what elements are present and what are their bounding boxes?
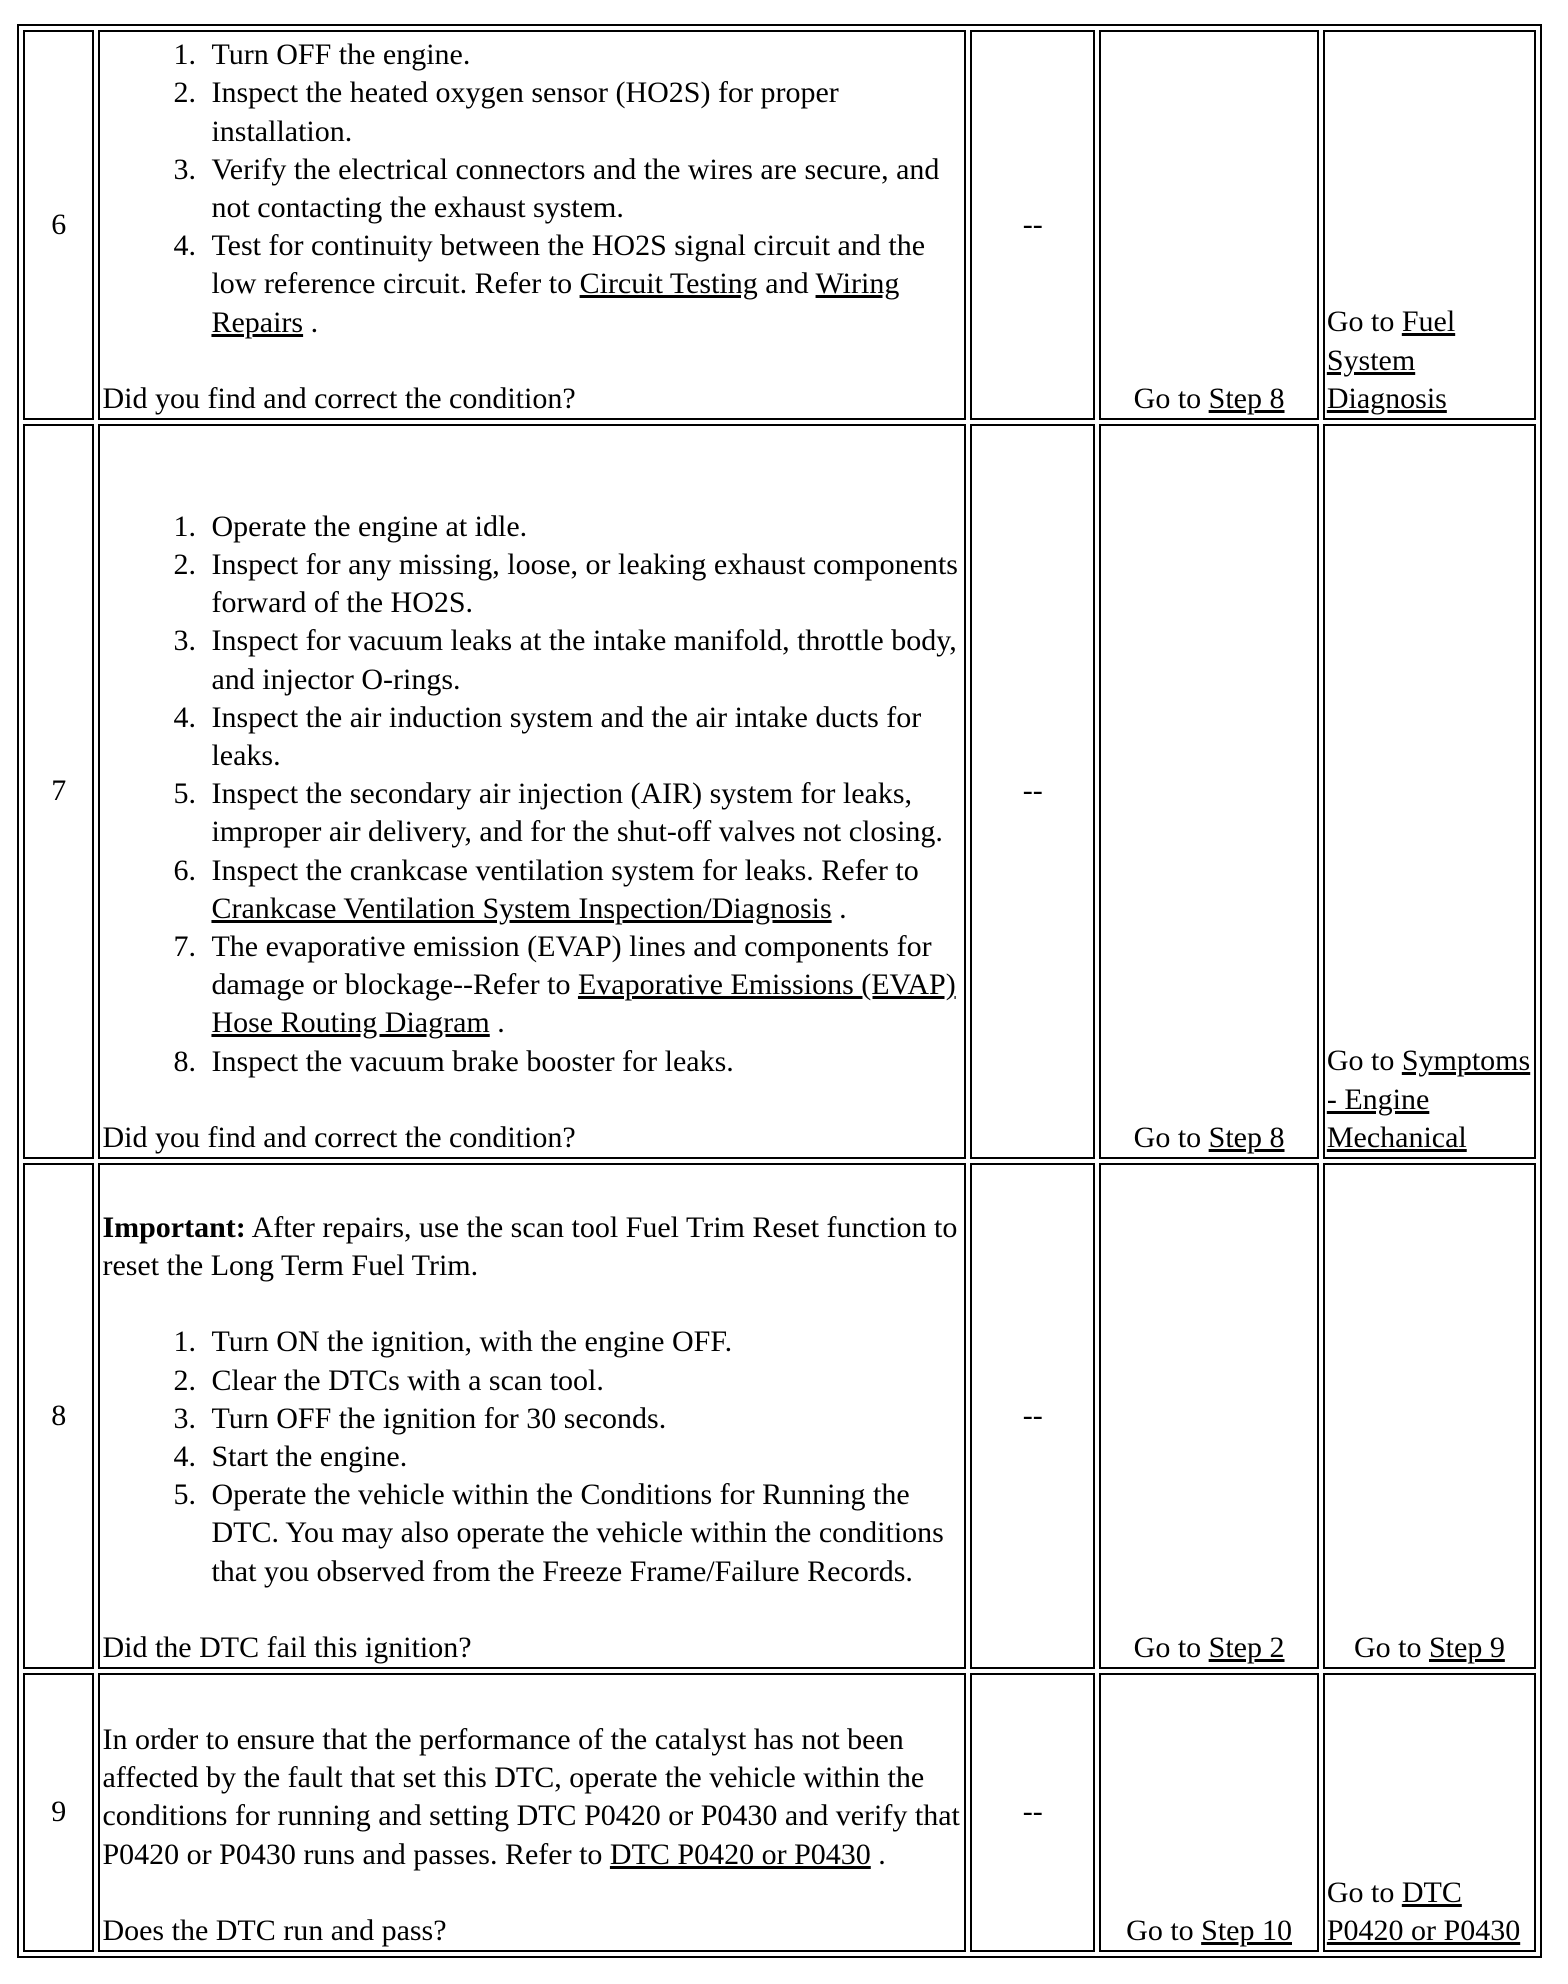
no-cell	[1323, 424, 1536, 1159]
action-list	[102, 1323, 962, 1590]
item-text: .	[831, 891, 847, 925]
step-question: Did you find and correct the condition?	[102, 1120, 576, 1154]
no-cell	[1323, 1673, 1536, 1952]
diagnostic-table	[17, 24, 1542, 1958]
list-item: 4. Start the engine.	[203, 1438, 962, 1476]
step-question: Does the DTC run and pass?	[102, 1913, 447, 1947]
list-item: 1. Operate the engine at idle.	[203, 508, 962, 546]
yes-cell	[1099, 424, 1319, 1159]
yes-cell	[1099, 1673, 1319, 1952]
table-row	[23, 1673, 1536, 1952]
value-cell: --	[970, 424, 1095, 1159]
step-number: 9	[23, 1673, 94, 1952]
list-item: 4. Inspect the air induction system and the air intake ducts for leaks.	[203, 699, 962, 775]
yes-cell	[1099, 30, 1319, 420]
list-item: 3. Verify the electrical connectors and the wires are secure, and not contacting the exhaust system.	[203, 151, 962, 227]
step-question: Did the DTC fail this ignition?	[102, 1630, 472, 1664]
no-prefix: Go to	[1326, 305, 1402, 339]
no-link[interactable]: Step 9	[1428, 1630, 1505, 1664]
item-text: In order to ensure that the performance of the catalyst has not been affected by the fault that set this DTC, operate the vehicle within the conditions for running and setting DTC P0420 or P0430 and verify that P0420 or P0430 runs and passes. Refer to	[102, 1722, 960, 1871]
step-number: 7	[23, 424, 94, 1159]
list-item	[203, 852, 962, 928]
important-text: After repairs, use the scan tool Fuel Trim Reset function to reset the Long Term Fuel Trim.	[102, 1210, 958, 1283]
no-link[interactable]: DTC P0420 or P0430	[1326, 1875, 1521, 1947]
item-text: Inspect the crankcase ventilation system for leaks. Refer to	[211, 853, 919, 887]
no-prefix: Go to	[1326, 1875, 1402, 1909]
no-prefix: Go to	[1326, 1044, 1402, 1078]
no-cell	[1323, 1163, 1536, 1669]
item-text: .	[870, 1837, 886, 1871]
list-item: 1. Turn OFF the engine.	[203, 36, 962, 74]
list-item: 2. Inspect for any missing, loose, or leaking exhaust components forward of the HO2S.	[203, 546, 962, 622]
yes-cell	[1099, 1163, 1319, 1669]
item-text: The evaporative emission (EVAP) lines and components for damage or blockage--Refer to	[211, 929, 932, 1002]
step-action	[98, 1163, 966, 1669]
table-row	[23, 1163, 1536, 1669]
no-cell	[1323, 30, 1536, 420]
yes-link[interactable]: Step 8	[1208, 1120, 1285, 1154]
list-item: 5. Inspect the secondary air injection (AIR) system for leaks, improper air delivery, and for the shut-off valves not closing.	[203, 775, 962, 851]
step-action	[98, 30, 966, 420]
step-action	[98, 424, 966, 1159]
yes-link[interactable]: Step 2	[1208, 1630, 1285, 1664]
action-list	[102, 36, 962, 342]
important-label: Important:	[102, 1210, 246, 1244]
step-action	[98, 1673, 966, 1952]
no-prefix: Go to	[1353, 1630, 1429, 1664]
table-row	[23, 424, 1536, 1159]
list-item: 3. Turn OFF the ignition for 30 seconds.	[203, 1400, 962, 1438]
list-item: 5. Operate the vehicle within the Conditions for Running the DTC. You may also operate the vehicle within the conditions that you observed from the Freeze Frame/Failure Records.	[203, 1476, 962, 1591]
wiring-repairs-link[interactable]: Wiring Repairs	[211, 267, 900, 339]
item-text: Test for continuity between the HO2S signal circuit and the low reference circuit. Refer to	[211, 229, 926, 301]
circuit-testing-link[interactable]: Circuit Testing	[579, 267, 758, 301]
yes-prefix: Go to	[1126, 1913, 1202, 1947]
evap-hose-routing-link[interactable]: Evaporative Emissions (EVAP) Hose Routing Diagram	[211, 968, 956, 1040]
list-item: 8. Inspect the vacuum brake booster for leaks.	[203, 1043, 962, 1081]
crankcase-ventilation-link[interactable]: Crankcase Ventilation System Inspection/Diagnosis	[211, 891, 832, 925]
yes-prefix: Go to	[1133, 1120, 1209, 1154]
step-question: Did you find and correct the condition?	[102, 381, 576, 415]
step-number: 6	[23, 30, 94, 420]
list-item: 2. Inspect the heated oxygen sensor (HO2S) for proper installation.	[203, 74, 962, 150]
yes-link[interactable]: Step 8	[1208, 381, 1285, 415]
no-link[interactable]: Symptoms - Engine Mechanical	[1326, 1044, 1531, 1154]
yes-link[interactable]: Step 10	[1201, 1913, 1292, 1947]
yes-prefix: Go to	[1133, 381, 1209, 415]
list-item: 3. Inspect for vacuum leaks at the intake manifold, throttle body, and injector O-rings.	[203, 622, 962, 698]
no-link[interactable]: Fuel System Diagnosis	[1326, 305, 1456, 415]
dtc-p0420-link[interactable]: DTC P0420 or P0430	[609, 1837, 871, 1871]
item-text: .	[303, 305, 319, 339]
list-item	[203, 928, 962, 1043]
action-list	[102, 508, 962, 1081]
value-cell: --	[970, 30, 1095, 420]
list-item	[203, 227, 962, 342]
table-row	[23, 30, 1536, 420]
step-text	[102, 1721, 962, 1874]
step-number: 8	[23, 1163, 94, 1669]
yes-prefix: Go to	[1133, 1630, 1209, 1664]
list-item: 2. Clear the DTCs with a scan tool.	[203, 1362, 962, 1400]
item-text: and	[757, 267, 816, 301]
value-cell: --	[970, 1163, 1095, 1669]
list-item: 1. Turn ON the ignition, with the engine OFF.	[203, 1323, 962, 1361]
item-text: .	[489, 1006, 505, 1040]
value-cell: --	[970, 1673, 1095, 1952]
important-note	[102, 1209, 962, 1285]
